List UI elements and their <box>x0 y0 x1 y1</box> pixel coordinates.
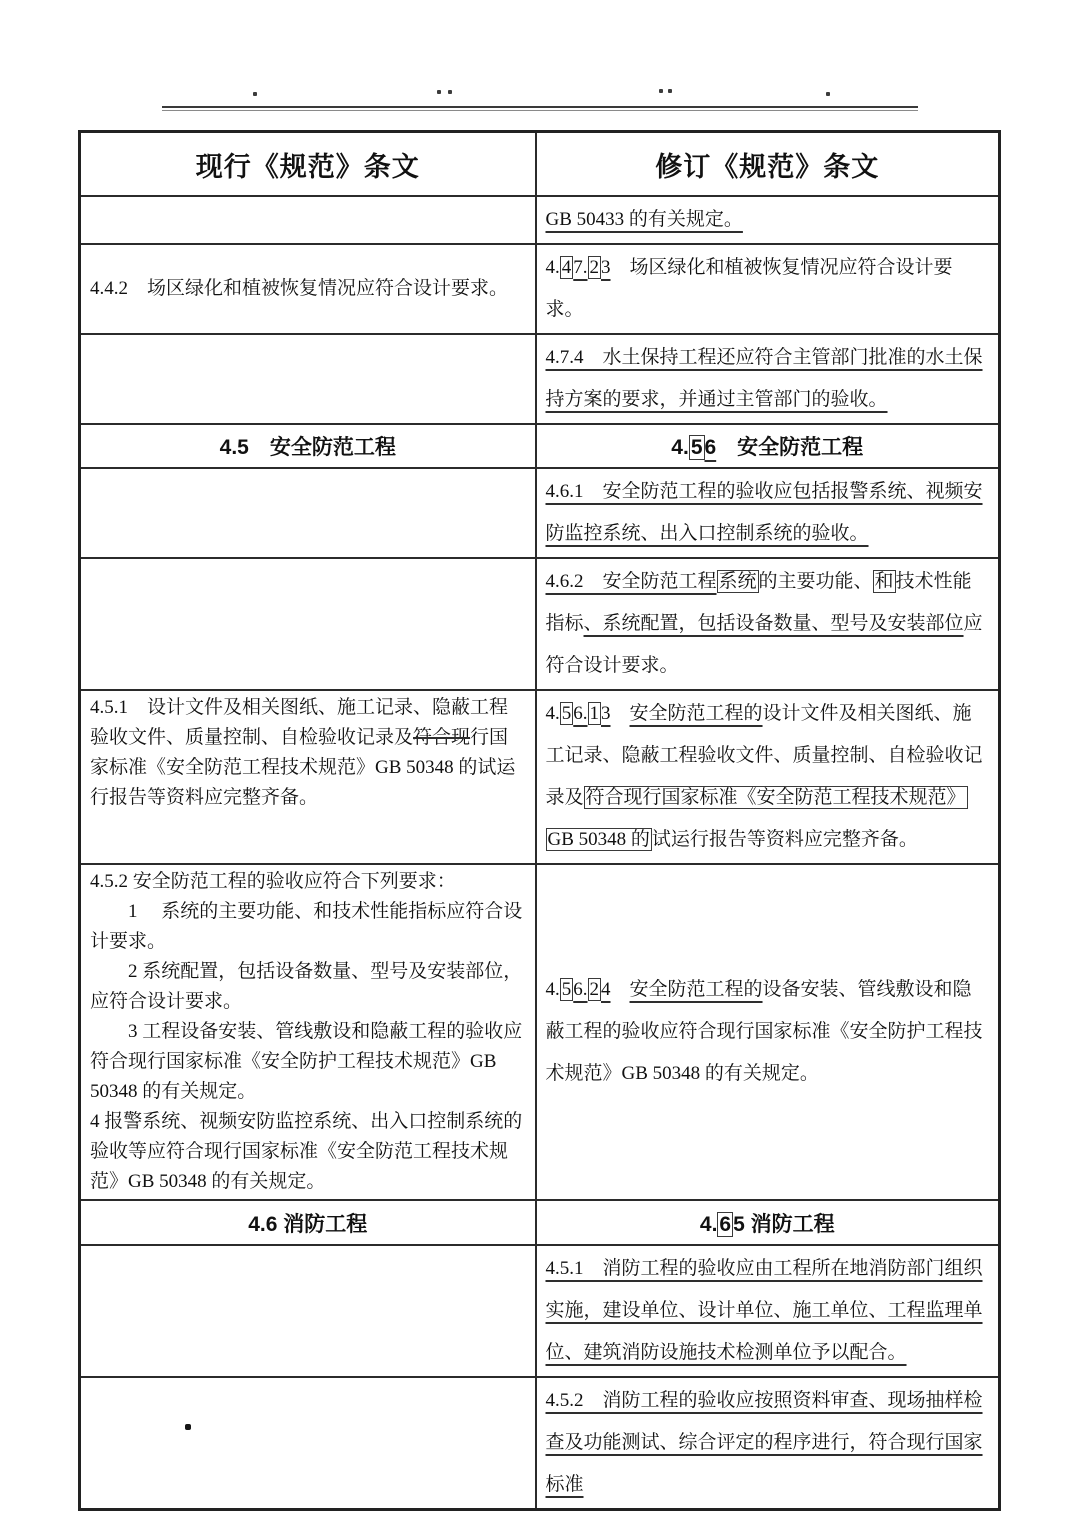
table-header-row <box>80 132 1000 197</box>
table-row <box>80 690 1000 864</box>
clause-text: 4.4.2 场区绿化和植被恢复情况应符合设计要求。 <box>90 278 509 299</box>
scan-artifact-dot <box>437 90 441 94</box>
clause-paragraph <box>546 561 990 687</box>
clause-paragraph <box>546 1248 990 1374</box>
clause-paragraph <box>90 1107 526 1197</box>
clause-paragraph <box>90 957 526 1017</box>
clause-paragraph <box>90 867 526 897</box>
inserted-text: 4 <box>601 979 611 1000</box>
deleted-text-box: 2 <box>589 257 599 278</box>
table-row <box>80 196 1000 244</box>
clause-text: 场区绿化和植被恢复情况应符合设计要求。 <box>545 257 953 320</box>
table-row <box>80 244 1000 334</box>
inserted-text: 4.6.2 安全防范工程 <box>545 571 717 592</box>
deleted-text-box: 6 <box>719 1212 732 1236</box>
current-clause-cell <box>80 196 536 244</box>
clause-text: 4.5.1 设计文件及相关图纸、施工记录、隐蔽工程验收文件、质量控制、自检验收记录及 <box>90 697 509 748</box>
current-clause-cell <box>80 1200 536 1245</box>
clause-text: 4. <box>545 257 560 278</box>
clause-paragraph <box>546 199 990 241</box>
inserted-text: 3 <box>601 703 611 724</box>
revised-clause-cell <box>536 424 1000 468</box>
clause-paragraph <box>546 337 990 421</box>
deleted-text-box: 5 <box>561 979 572 1000</box>
inserted-text: 4.7.4 水土保持工程还应符合主管部门批准的水土保持方案的要求，并通过主管部门的验收。 <box>545 347 983 410</box>
scan-artifact-dot <box>659 89 663 93</box>
inserted-text: GB 50433 的有关规定。 <box>545 209 743 230</box>
table-row <box>80 424 1000 468</box>
current-clause-cell <box>80 690 536 864</box>
current-clause-cell <box>80 864 536 1200</box>
revised-clause-cell <box>536 1200 1000 1245</box>
clause-text: 4.5 安全防范工程 <box>219 436 396 459</box>
clause-paragraph <box>546 431 990 461</box>
current-clause-cell <box>80 468 536 558</box>
clause-text: 4. <box>545 979 560 1000</box>
deleted-text-box: 2 <box>589 979 599 1000</box>
clause-text: 设备安装、管线敷设和隐蔽工程的验收应符合现行国家标准《安全防护工程技术规范》GB 50348 的有关规定。 <box>545 979 983 1084</box>
inserted-text: 3 <box>601 257 611 278</box>
inserted-text: 4.5.2 消防工程的验收应按照资料审查、现场抽样检查及功能测试、综合评定的程序进行，符合现行国家标准 <box>545 1390 983 1495</box>
revised-clause-cell <box>536 196 1000 244</box>
revised-clause-cell <box>536 558 1000 690</box>
inserted-text: 4.5.1 消防工程的验收应由工程所在地消防部门组织实施，建设单位、设计单位、施工单位、工程监理单位、建筑消防设施技术检测单位予以配合。 <box>545 1258 983 1363</box>
clause-text: 4 报警系统、视频安防监控系统、出入口控制系统的验收等应符合现行国家标准《安全防范工程技术规范》GB 50348 的有关规定。 <box>90 1111 523 1192</box>
scan-artifact-dot <box>253 92 257 96</box>
revised-clause-cell <box>536 244 1000 334</box>
deleted-text-box: 和 <box>874 571 894 592</box>
table-row <box>80 468 1000 558</box>
clause-text: 试运行报告等资料应完整齐备。 <box>651 829 918 850</box>
current-clause-cell <box>80 1245 536 1377</box>
clause-text: 技术性能指标 <box>545 571 972 634</box>
scan-artifact-dot <box>448 90 452 94</box>
clause-paragraph <box>90 897 526 957</box>
scan-artifact-dot <box>668 89 672 93</box>
inserted-text: 、系统配置，包括设备数量、型号及安装部位 <box>583 613 964 634</box>
revised-clause-header: 修订《规范》条文 <box>536 132 1000 197</box>
scan-artifact-dot <box>826 92 830 96</box>
revised-clause-cell <box>536 864 1000 1200</box>
clause-paragraph <box>546 693 990 861</box>
clause-text: 的主要功能、 <box>758 571 873 592</box>
inserted-text: 安全防范工程的 <box>629 703 763 724</box>
inserted-text: 6. <box>573 979 588 1000</box>
header-rule <box>162 106 918 111</box>
current-clause-cell <box>80 424 536 468</box>
struck-text: 符合现 <box>413 727 471 748</box>
clause-text: 安全防范工程 <box>716 436 864 459</box>
clause-text: 4. <box>671 436 689 459</box>
deleted-text-box: 系统 <box>718 571 757 592</box>
revised-clause-cell <box>536 1377 1000 1510</box>
clause-paragraph <box>90 274 526 304</box>
clause-text <box>611 703 630 724</box>
clause-paragraph <box>546 969 990 1095</box>
inserted-text: 安全防范工程的 <box>629 979 763 1000</box>
deleted-text-box: 符合现行国家标准《安全防范工程技术规范》GB 50348 的 <box>547 787 966 850</box>
current-clause-cell <box>80 1377 536 1510</box>
clause-text: 5 消防工程 <box>733 1212 835 1236</box>
clause-text: 4.5.2 安全防范工程的验收应符合下列要求： <box>90 871 456 892</box>
current-clause-cell <box>80 244 536 334</box>
clause-text: 设计文件及相关图纸、施工记录、隐蔽工程验收文件、质量控制、自检验收记录及 <box>545 703 983 808</box>
clause-text: 4.6 消防工程 <box>248 1212 368 1236</box>
clause-text: 3 工程设备安装、管线敷设和隐蔽工程的验收应符合现行国家标准《安全防护工程技术规范》GB 50348 的有关规定。 <box>90 1021 523 1102</box>
clause-comparison-table <box>78 130 1001 1511</box>
deleted-text-box: 5 <box>690 436 703 459</box>
clause-paragraph <box>546 1208 990 1238</box>
clause-paragraph <box>546 1380 990 1506</box>
current-clause-cell <box>80 334 536 424</box>
table-row <box>80 1245 1000 1377</box>
clause-paragraph <box>546 247 990 331</box>
inserted-text: 7. <box>573 257 588 278</box>
table-row <box>80 1200 1000 1245</box>
current-clause-header: 现行《规范》条文 <box>80 132 536 197</box>
deleted-text-box: 1 <box>589 703 599 724</box>
inserted-text: 4.6.1 安全防范工程的验收应包括报警系统、视频安防监控系统、出入口控制系统的验收。 <box>545 481 983 544</box>
revised-clause-cell <box>536 1245 1000 1377</box>
inserted-text: 6. <box>573 703 588 724</box>
current-clause-cell <box>80 558 536 690</box>
clause-text: 行国家标准《安全防范工程技术规范》GB 50348 的试运行报告等资料应完整齐备。 <box>90 727 516 808</box>
table-row <box>80 1377 1000 1510</box>
clause-text: 应符合设计要求。 <box>545 613 983 676</box>
clause-text <box>611 979 630 1000</box>
deleted-text-box: 4 <box>561 257 572 278</box>
clause-text: 4. <box>699 1212 718 1236</box>
clause-text: 2 系统配置，包括设备数量、型号及安装部位，应符合设计要求。 <box>90 961 523 1012</box>
clause-paragraph <box>90 431 526 461</box>
clause-paragraph <box>90 693 526 813</box>
clause-paragraph <box>90 1017 526 1107</box>
table-row <box>80 864 1000 1200</box>
table-row <box>80 558 1000 690</box>
clause-text: 1 系统的主要功能、和技术性能指标应符合设计要求。 <box>90 901 523 952</box>
revised-clause-cell <box>536 690 1000 864</box>
inserted-text: 6 <box>704 436 717 459</box>
clause-paragraph <box>90 1208 526 1238</box>
clause-text: 4. <box>545 703 560 724</box>
table-row <box>80 334 1000 424</box>
deleted-text-box: 5 <box>561 703 572 724</box>
clause-paragraph <box>546 471 990 555</box>
revised-clause-cell <box>536 468 1000 558</box>
revised-clause-cell <box>536 334 1000 424</box>
